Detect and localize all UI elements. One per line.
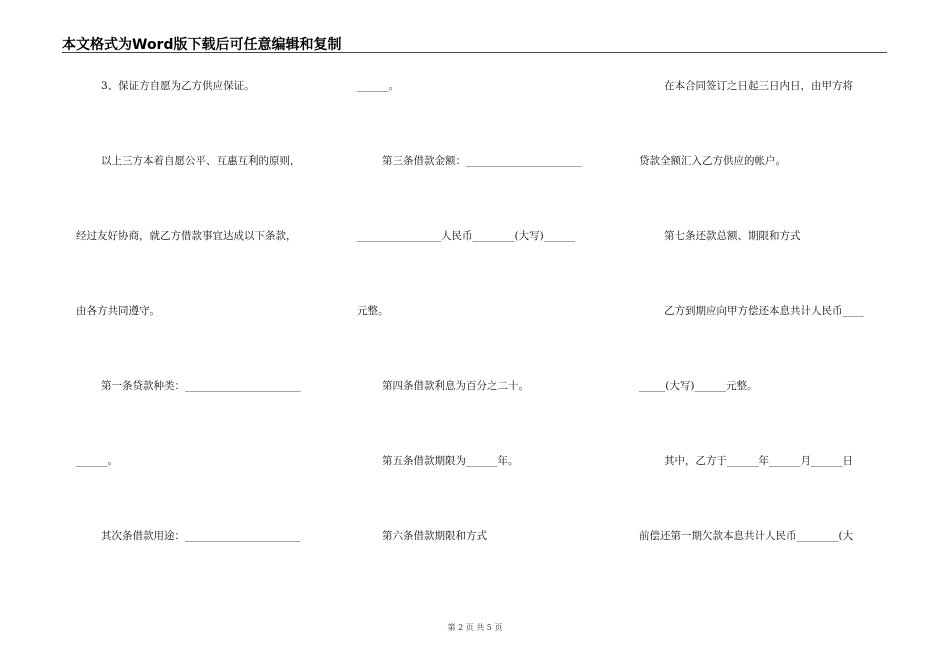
text-line: 3、保证方自愿为乙方供应保证。 xyxy=(101,80,255,92)
text-line: 第七条还款总额、期限和方式 xyxy=(664,230,801,242)
text-line: _____(大写)______元整。 xyxy=(639,380,758,392)
text-line: ______。 xyxy=(76,455,118,467)
text-line: 前偿还第一期欠款本息共计人民币________(大 xyxy=(639,530,854,542)
text-line: 由各方共同遵守。 xyxy=(76,305,160,317)
text-line: 以上三方本着自愿公平、互惠互利的原则， xyxy=(101,155,301,167)
text-line: 在本合同签订之日起三日内日，由甲方将 xyxy=(664,80,853,92)
text-line: 乙方到期应向甲方偿还本息共计人民币____ xyxy=(664,305,864,317)
text-line: 其中，乙方于______年______月______日 xyxy=(664,455,853,467)
text-line: 贷款全额汇入乙方供应的帐户。 xyxy=(639,155,786,167)
page-number: 第 2 页 共 5 页 xyxy=(447,623,503,632)
text-line: 第五条借款期限为______年。 xyxy=(382,455,519,467)
document-header-title: 本文格式为Word版下载后可任意编辑和复制 xyxy=(62,37,342,53)
text-line: 第三条借款金额：______________________ xyxy=(382,155,582,167)
text-line: 经过友好协商，就乙方借款事宜达成以下条款， xyxy=(76,230,297,242)
header-divider xyxy=(62,52,887,53)
text-line: 元整。 xyxy=(357,305,389,317)
text-line: ______。 xyxy=(357,80,399,92)
text-line: 第六条借款期限和方式 xyxy=(382,530,487,542)
text-line: 第四条借款利息为百分之二十。 xyxy=(382,380,529,392)
text-line: 其次条借款用途：______________________ xyxy=(101,530,301,542)
text-line: ________________人民币________(大写)______ xyxy=(357,230,576,242)
text-line: 第一条贷款种类：______________________ xyxy=(101,380,301,392)
